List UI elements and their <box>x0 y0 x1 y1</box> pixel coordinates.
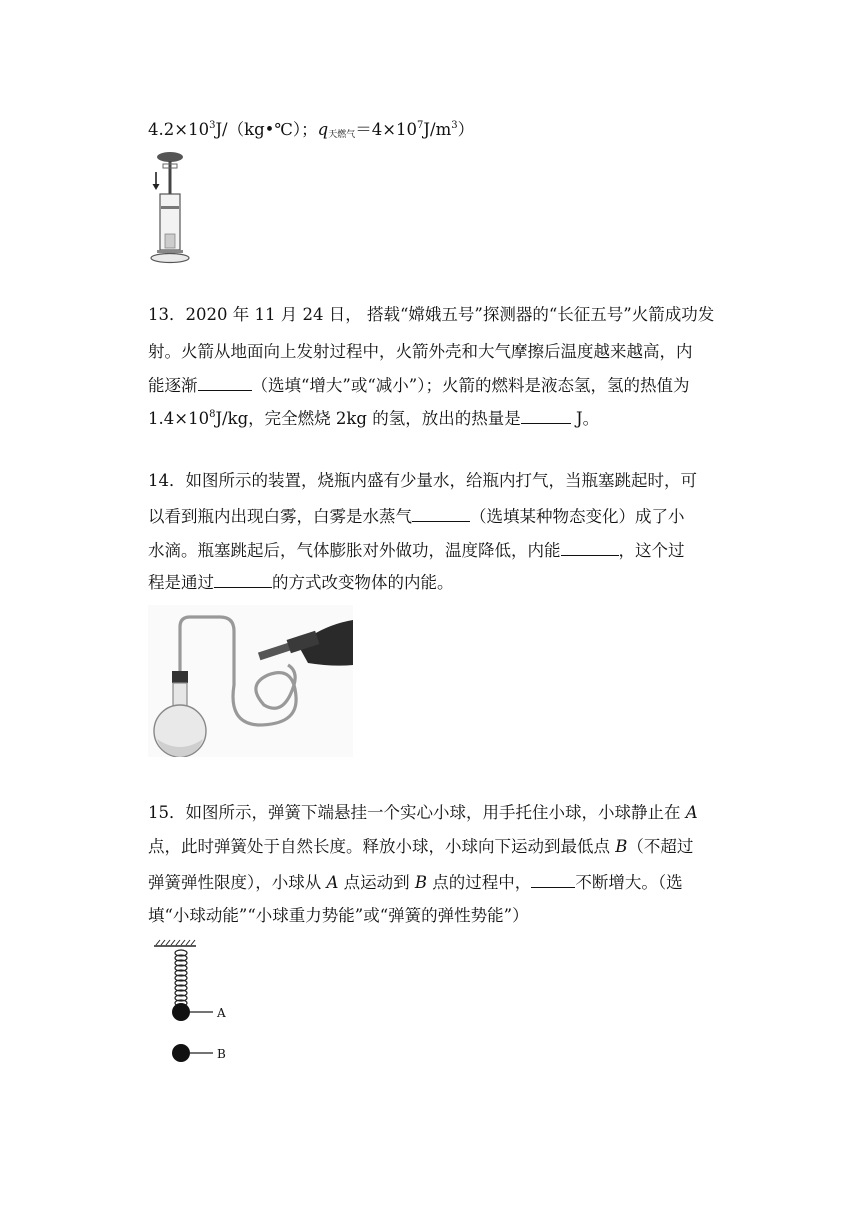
q13-line-4 <box>148 407 599 430</box>
point-a-label: A <box>685 803 698 822</box>
text: 点，此时弹簧处于自然长度。释放小球，小球向下运动到最低点 <box>148 837 616 856</box>
q15-line-3 <box>148 871 683 894</box>
text: （选填某种物态变化）成了小 <box>470 507 685 526</box>
text: 14．如图所示的装置，烧瓶内盛有少量水，给瓶内打气，当瓶塞跳起时，可 <box>148 471 697 490</box>
label-b: B <box>217 1047 226 1061</box>
answer-blank[interactable] <box>521 407 571 424</box>
spring <box>175 950 187 1006</box>
answer-blank[interactable] <box>561 539 619 556</box>
cotton-tuft <box>165 234 175 248</box>
point-a-label: A <box>326 873 339 892</box>
q14-line-2 <box>148 505 685 528</box>
q14-line-1 <box>148 470 697 492</box>
text: 1.4×10 <box>148 409 210 428</box>
text: 以看到瓶内出现白雾，白雾是水蒸气 <box>148 507 412 526</box>
text: （选填“增大”或“减小”）；火箭的燃料是液态氢，氢的热值为 <box>251 376 690 395</box>
base-plate <box>151 254 189 263</box>
text: 的方式改变物体的内能。 <box>272 573 454 592</box>
q14-line-4 <box>148 571 454 594</box>
text: 点的过程中， <box>427 873 532 892</box>
flask-pump-figure <box>148 605 353 757</box>
stopper <box>172 671 188 683</box>
text: 程是通过 <box>148 573 214 592</box>
unit-text: J/（kg•℃）； <box>215 120 318 139</box>
q12-constants-line <box>148 119 474 146</box>
water-specific-heat: 4.2×10 <box>148 120 210 139</box>
q13-line-1 <box>148 304 714 326</box>
plunger-knob <box>157 152 183 162</box>
ball-at-b <box>172 1044 190 1062</box>
text: 填“小球动能”“小球重力势能”或“弹簧的弹性势能”） <box>148 906 529 925</box>
air-compression-cylinder-figure <box>148 150 193 265</box>
answer-blank[interactable] <box>214 571 272 588</box>
text: 点运动到 <box>338 873 415 892</box>
text: （不超过 <box>627 837 694 856</box>
answer-blank[interactable] <box>412 505 470 522</box>
ball-at-a <box>172 1003 190 1021</box>
q15-line-2 <box>148 836 693 858</box>
text: 水滴。瓶塞跳起后，气体膨胀对外做功，温度降低，内能 <box>148 541 561 560</box>
gas-heat-value: ＝4×10 <box>355 120 418 139</box>
exponent: 8 <box>209 409 216 420</box>
text: J/kg，完全燃烧 2kg 的氢，放出的热量是 <box>215 409 521 428</box>
exponent: 3 <box>451 120 458 131</box>
q15-line-4 <box>148 905 529 927</box>
text: 弹簧弹性限度），小球从 <box>148 873 327 892</box>
point-b-label: B <box>615 837 628 856</box>
q15-line-1 <box>148 802 698 824</box>
label-a: A <box>217 1006 226 1020</box>
unit-text: J/m <box>423 120 452 139</box>
q-subscript: 天燃气 <box>328 130 356 140</box>
piston <box>161 206 179 209</box>
text: 13．2020 年 11 月 24 日， 搭载“嫦娥五号”探测器的“长征五号”火箭成功发 <box>148 305 715 324</box>
text: 射。火箭从地面向上发射过程中，火箭外壳和大气摩擦后温度越来越高，内 <box>148 342 693 361</box>
q14-line-3 <box>148 539 685 562</box>
answer-blank[interactable] <box>531 871 575 888</box>
answer-blank[interactable] <box>198 374 252 391</box>
plunger-rod <box>169 161 172 195</box>
text: 能逐渐 <box>148 376 198 395</box>
spring-ball-figure <box>150 938 245 1068</box>
text: 不断增大。（选 <box>575 873 683 892</box>
text: J。 <box>570 409 600 428</box>
q-symbol: q <box>317 120 329 139</box>
exponent: 7 <box>417 120 424 131</box>
close-paren: ） <box>457 120 475 139</box>
q13-line-3 <box>148 374 690 397</box>
text: ，这个过 <box>618 541 685 560</box>
q13-line-2 <box>148 341 693 363</box>
exponent: 3 <box>209 120 216 131</box>
point-b-label: B <box>414 873 428 892</box>
text: 15．如图所示，弹簧下端悬挂一个实心小球，用手托住小球，小球静止在 <box>148 803 686 822</box>
